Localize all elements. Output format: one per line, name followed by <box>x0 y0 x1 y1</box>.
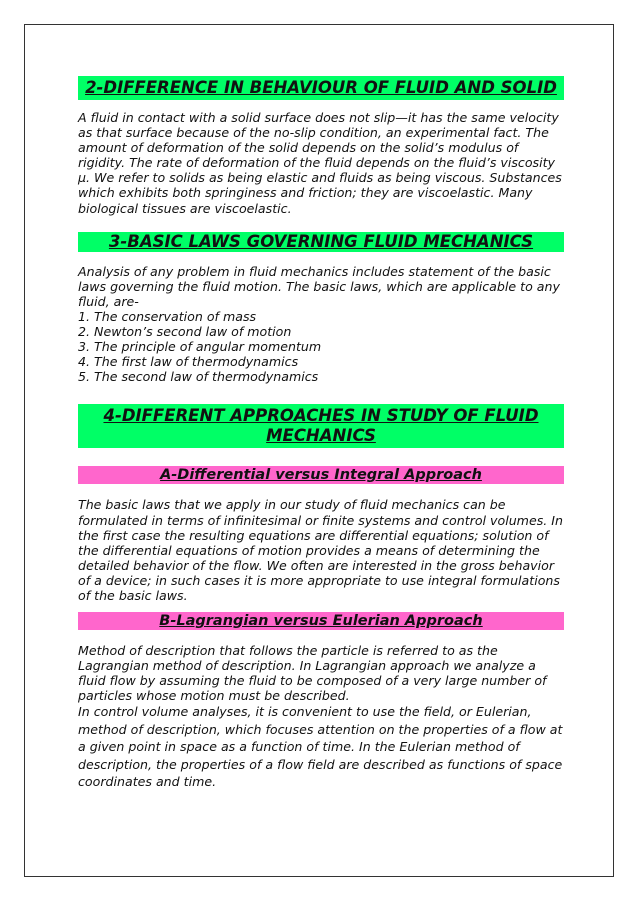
subsection-a-heading: A-Differential versus Integral Approach <box>78 466 564 484</box>
list-item: 3. The principle of angular momentum <box>78 339 322 355</box>
list-item: 2. Newton’s second law of motion <box>78 324 292 340</box>
section-3-heading: 3-BASIC LAWS GOVERNING FLUID MECHANICS <box>78 232 564 252</box>
list-item: 4. The first law of thermodynamics <box>78 354 299 370</box>
subsection-b-body-2: In control volume analyses, it is convenient to use the field, or Eulerian, method of description, which focuses attention on the properties of a flow at a given point in space as a function of time. In the Eulerian method of description, the properties of a flow field are described as functions of space coordinates and time. <box>78 704 563 790</box>
section-2-heading: 2-DIFFERENCE IN BEHAVIOUR OF FLUID AND SOLID <box>78 76 564 100</box>
section-3-intro: Analysis of any problem in fluid mechanics includes statement of the basic laws governing the fluid motion. The basic laws, which are applicable to any fluid, are- <box>78 263 560 309</box>
basic-laws-list <box>78 309 564 384</box>
subsection-a-body: The basic laws that we apply in our study of fluid mechanics can be formulated in terms of infinitesimal or finite systems and control volumes. In the first case the resulting equations are differential equations; solution of the differential equations of motion provides a means of determining the detailed behavior of the flow. We often are interested in the gross behavior of a device; in such cases it is more appropriate to use integral formulations of the basic laws. <box>78 497 563 603</box>
subsection-b-body-1: Method of description that follows the particle is referred to as the Lagrangian method of description. In Lagrangian approach we analyze a fluid flow by assuming the fluid to be composed of a very large number of particles whose motion must be described. <box>78 643 547 704</box>
subsection-b-heading: B-Lagrangian versus Eulerian Approach <box>78 612 564 630</box>
section-2-body: A fluid in contact with a solid surface does not slip—it has the same velocity as that surface because of the no-slip condition, an experimental fact. The amount of deformation of the solid depends on the solid’s modulus of rigidity. The rate of deformation of the fluid depends on the fluid’s viscosity μ. We refer to solids as being elastic and fluids as being viscous. Substances which exhibits both springiness and friction; they are viscoelastic. Many biological tissues are viscoelastic. <box>78 110 562 216</box>
list-item: 1. The conservation of mass <box>78 308 257 324</box>
section-4-heading: 4-DIFFERENT APPROACHES IN STUDY OF FLUID MECHANICS <box>78 404 564 448</box>
document-content <box>78 76 564 791</box>
list-item: 5. The second law of thermodynamics <box>78 369 319 385</box>
